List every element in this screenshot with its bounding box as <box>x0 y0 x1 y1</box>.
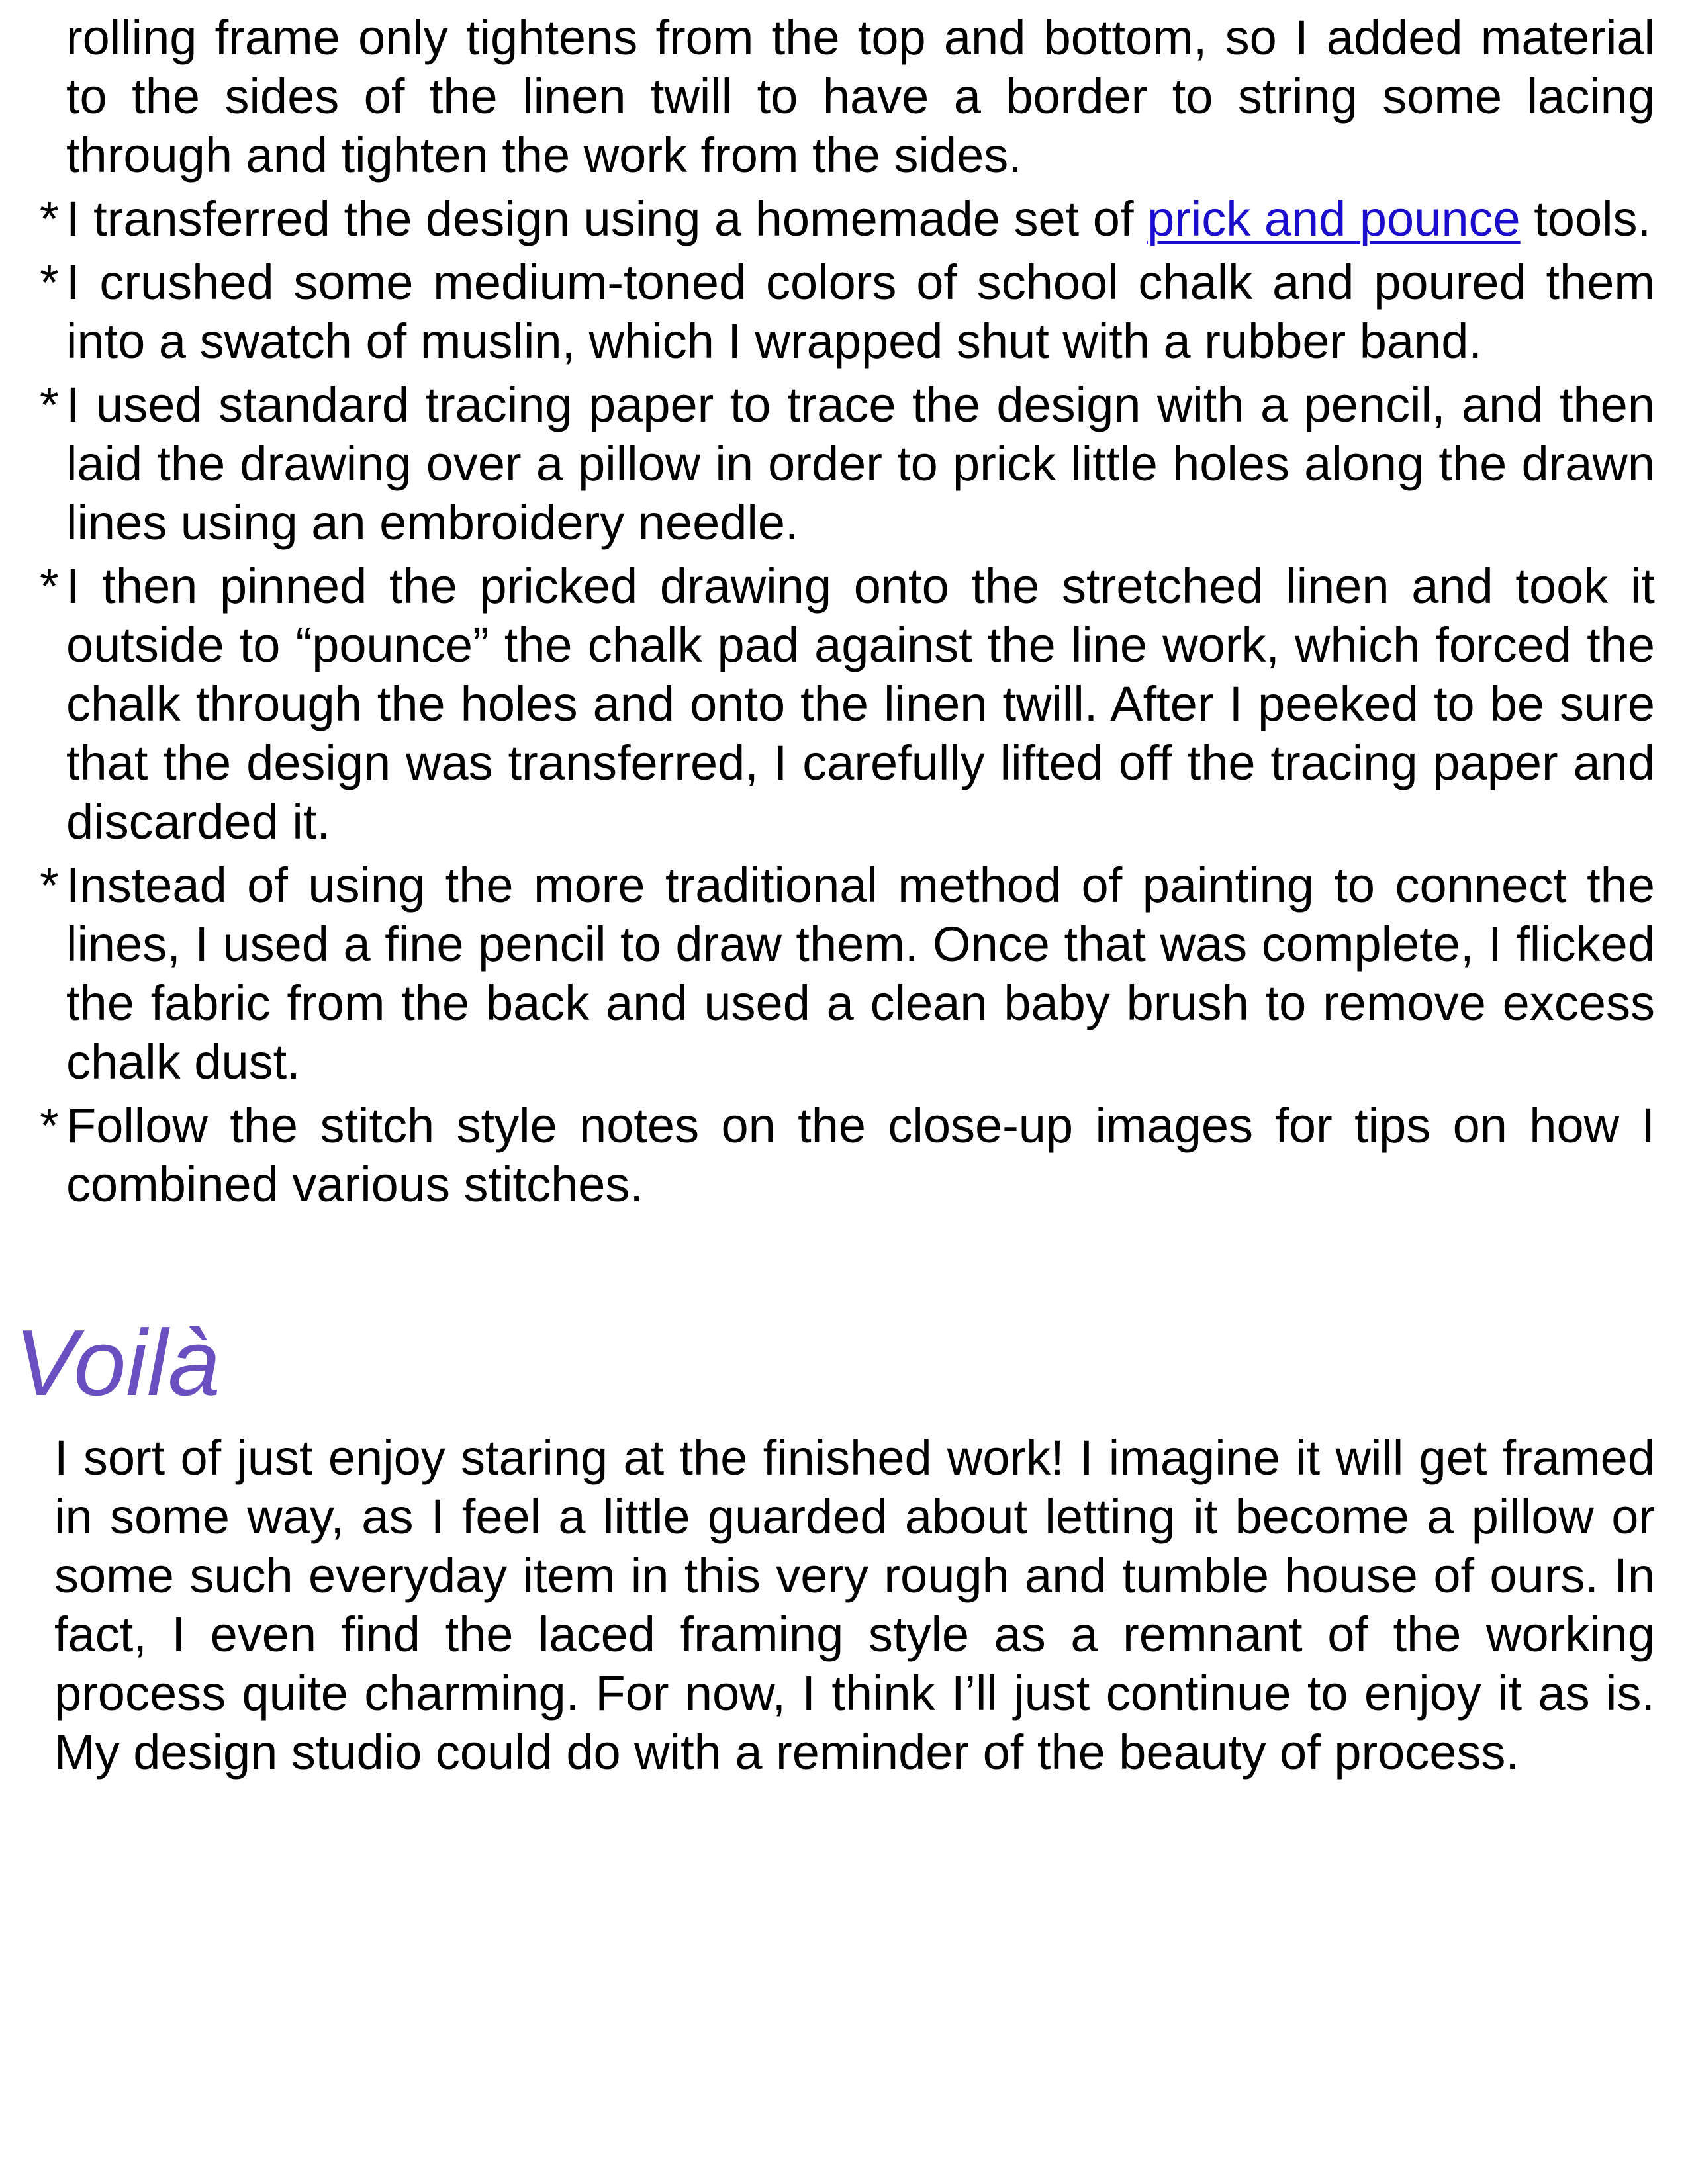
bullet-marker: * <box>40 255 59 310</box>
bullet-marker: * <box>40 191 59 246</box>
list-item <box>40 189 1655 248</box>
step-text: I then pinned the pricked drawing onto the stretched linen and took it outside to “pounce” the chalk pad against the line work, which forced the chalk through the holes and onto the linen twill. After I peeked to be sure that the design was transferred, I carefully lifted off the tracing paper and discarded it. <box>66 559 1655 849</box>
step-text: Instead of using the more traditional method of painting to connect the lines, I used a fine pencil to draw them. Once that was complete, I flicked the fabric from the back and used a clean baby brush to remove excess chalk dust. <box>66 858 1655 1089</box>
bullet-marker: * <box>40 559 59 614</box>
section-heading: Voilà <box>15 1310 220 1416</box>
bullet-marker: * <box>40 858 59 913</box>
step-text: rolling frame only tightens from the top and bottom, so I added material to the sides of the linen twill to have a border to string some lacing through and tighten the work from the sides. <box>66 10 1655 183</box>
list-item <box>40 8 1655 185</box>
list-item <box>40 557 1655 851</box>
step-text: I used standard tracing paper to trace the design with a pencil, and then laid the drawing over a pillow in order to prick little holes along the drawn lines using an embroidery needle. <box>66 377 1655 550</box>
list-item <box>40 253 1655 371</box>
step-text: Follow the stitch style notes on the close-up images for tips on how I combined various stitches. <box>66 1098 1655 1212</box>
step-text: I crushed some medium-toned colors of school chalk and poured them into a swatch of muslin, which I wrapped shut with a rubber band. <box>66 255 1655 369</box>
list-item <box>40 856 1655 1091</box>
steps-list <box>40 8 1655 1218</box>
list-item <box>40 1096 1655 1214</box>
bullet-marker: * <box>40 1098 59 1153</box>
step-text-after-link: tools. <box>1520 191 1652 246</box>
step-text-before-link: I transferred the design using a homemade set of <box>66 191 1148 246</box>
prick-and-pounce-link[interactable]: prick and pounce <box>1147 191 1521 246</box>
list-item <box>40 375 1655 552</box>
bullet-marker: * <box>40 377 59 432</box>
closing-paragraph: I sort of just enjoy staring at the finished work! I imagine it will get framed in some way, as I feel a little guarded about letting it become a pillow or some such everyday item in this very rough and tumble house of ours. In fact, I even find the laced framing style as a remnant of the working process quite charming. For now, I think I’ll just continue to enjoy it as is. My design studio could do with a reminder of the beauty of process. <box>54 1430 1655 1780</box>
